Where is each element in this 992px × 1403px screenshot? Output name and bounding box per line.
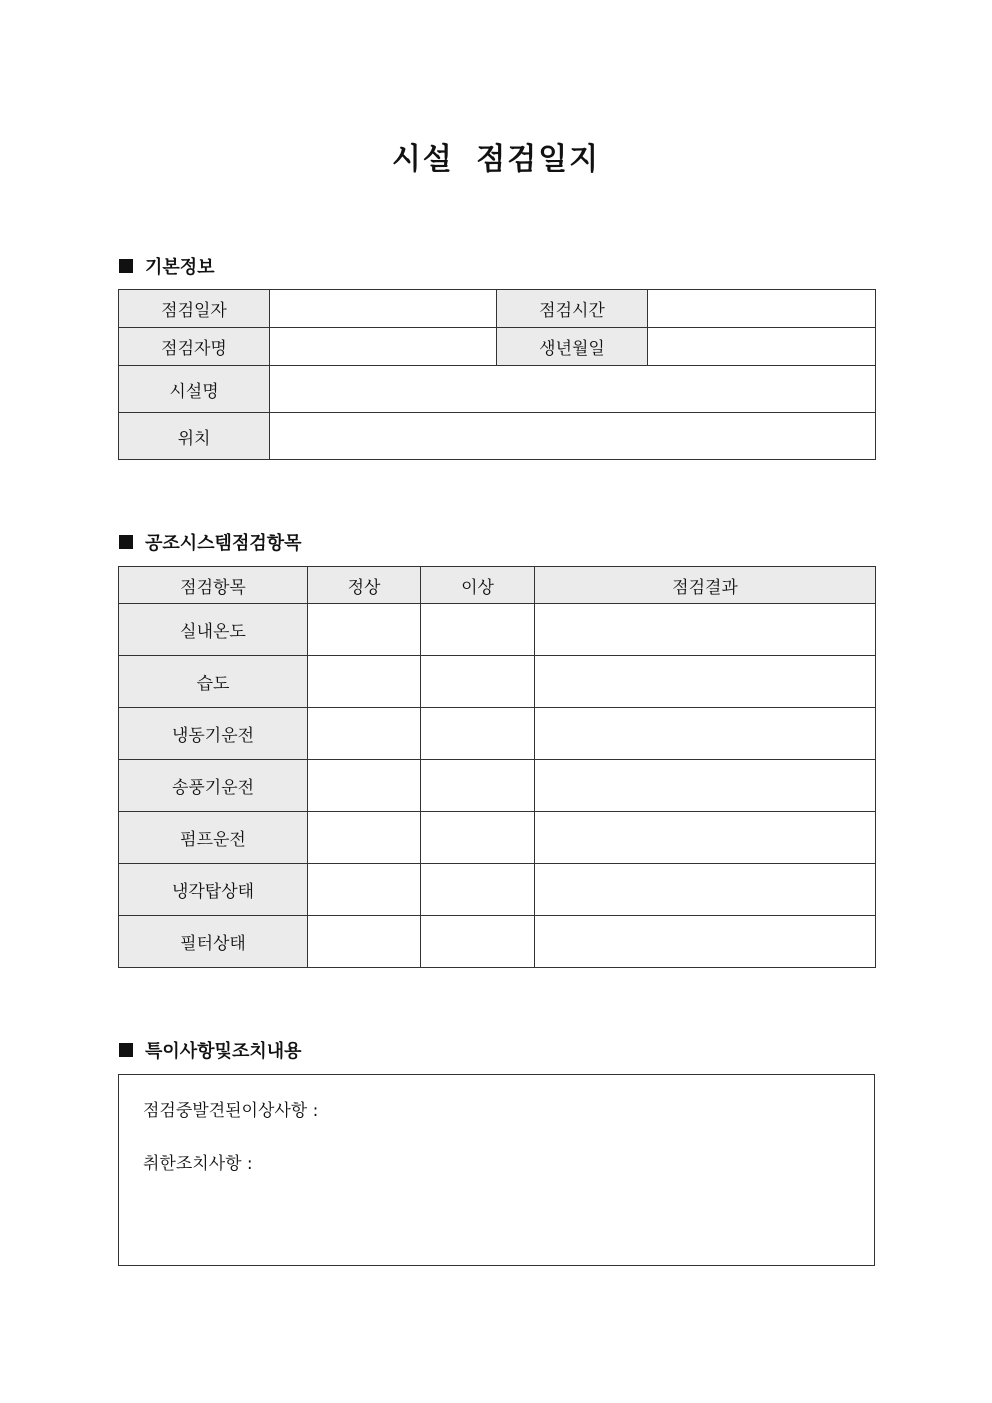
page-title: 시설 점검일지 — [391, 142, 601, 177]
remarks-heading-text: 특이사항및조치내용 — [145, 1041, 302, 1062]
inspection-time-label: 점검시간 — [497, 290, 648, 328]
facility-name-label: 시설명 — [119, 366, 270, 413]
normal-cell[interactable] — [308, 760, 421, 812]
inspector-name-label: 점검자명 — [119, 328, 270, 366]
inspection-time-field[interactable] — [648, 290, 876, 328]
table-row — [119, 290, 876, 328]
table-row — [119, 604, 876, 656]
hvac-heading-text: 공조시스템점검항목 — [145, 533, 302, 554]
col-header-item: 점검항목 — [119, 567, 308, 604]
col-header-abnormal: 이상 — [421, 567, 535, 604]
abnormal-cell[interactable] — [421, 812, 535, 864]
hvac-heading — [119, 529, 302, 555]
normal-cell[interactable] — [308, 916, 421, 968]
basic-info-heading-text: 기본정보 — [145, 257, 215, 278]
item-label: 필터상태 — [119, 916, 308, 968]
normal-cell[interactable] — [308, 656, 421, 708]
table-row — [119, 760, 876, 812]
item-label: 습도 — [119, 656, 308, 708]
item-label: 펌프운전 — [119, 812, 308, 864]
basic-info-heading — [119, 253, 215, 279]
inspection-date-label: 점검일자 — [119, 290, 270, 328]
hvac-checklist-table — [118, 566, 876, 968]
result-cell[interactable] — [535, 864, 876, 916]
result-cell[interactable] — [535, 760, 876, 812]
abnormal-cell[interactable] — [421, 708, 535, 760]
table-row — [119, 916, 876, 968]
inspector-name-field[interactable] — [270, 328, 497, 366]
inspection-date-field[interactable] — [270, 290, 497, 328]
normal-cell[interactable] — [308, 708, 421, 760]
item-label: 냉각탑상태 — [119, 864, 308, 916]
table-row — [119, 656, 876, 708]
found-issues-label: 점검중발견된이상사항 : — [143, 1101, 319, 1121]
remarks-box[interactable] — [118, 1074, 875, 1266]
table-row — [119, 328, 876, 366]
birth-date-label: 생년월일 — [497, 328, 648, 366]
item-label: 송풍기운전 — [119, 760, 308, 812]
table-row — [119, 812, 876, 864]
square-bullet-icon — [119, 1043, 133, 1057]
table-row — [119, 366, 876, 413]
col-header-normal: 정상 — [308, 567, 421, 604]
square-bullet-icon — [119, 259, 133, 273]
abnormal-cell[interactable] — [421, 864, 535, 916]
table-row — [119, 708, 876, 760]
abnormal-cell[interactable] — [421, 760, 535, 812]
facility-name-field[interactable] — [270, 366, 876, 413]
abnormal-cell[interactable] — [421, 604, 535, 656]
basic-info-table — [118, 289, 876, 460]
item-label: 냉동기운전 — [119, 708, 308, 760]
birth-date-field[interactable] — [648, 328, 876, 366]
result-cell[interactable] — [535, 708, 876, 760]
actions-taken-label: 취한조치사항 : — [143, 1154, 253, 1174]
result-cell[interactable] — [535, 812, 876, 864]
result-cell[interactable] — [535, 604, 876, 656]
location-field[interactable] — [270, 413, 876, 460]
normal-cell[interactable] — [308, 812, 421, 864]
col-header-result: 점검결과 — [535, 567, 876, 604]
item-label: 실내온도 — [119, 604, 308, 656]
abnormal-cell[interactable] — [421, 656, 535, 708]
square-bullet-icon — [119, 535, 133, 549]
abnormal-cell[interactable] — [421, 916, 535, 968]
table-row — [119, 864, 876, 916]
remarks-heading — [119, 1037, 302, 1063]
result-cell[interactable] — [535, 656, 876, 708]
normal-cell[interactable] — [308, 604, 421, 656]
table-row — [119, 413, 876, 460]
table-header-row — [119, 567, 876, 604]
result-cell[interactable] — [535, 916, 876, 968]
normal-cell[interactable] — [308, 864, 421, 916]
location-label: 위치 — [119, 413, 270, 460]
